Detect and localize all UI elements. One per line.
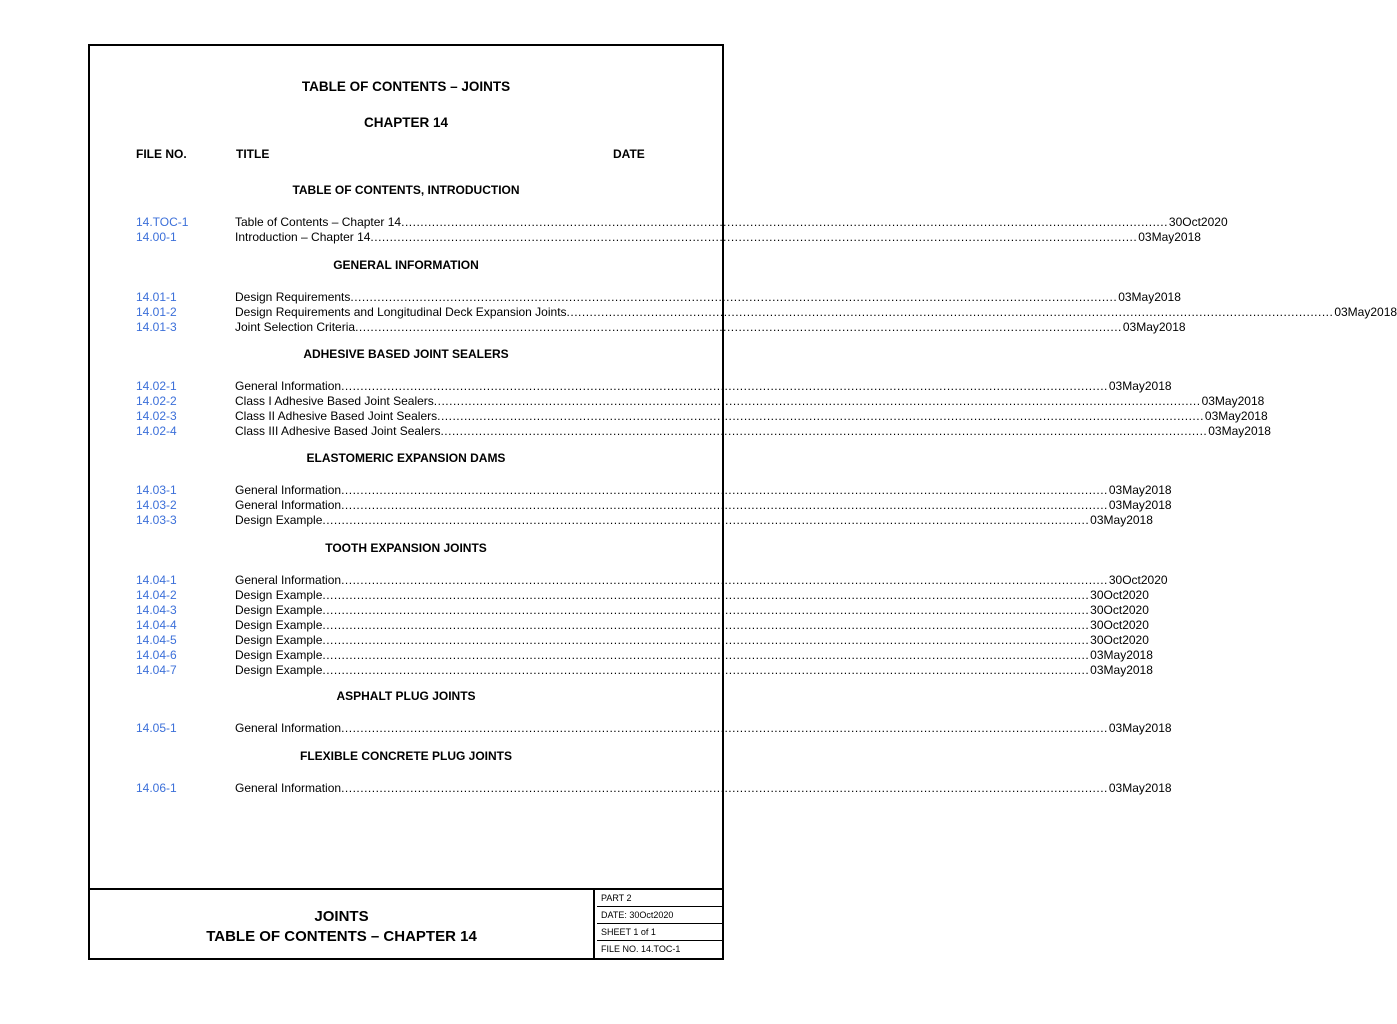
chapter-heading: CHAPTER 14 <box>363 115 449 130</box>
toc-row <box>90 409 1268 424</box>
entry-date: 03May2018 <box>1201 394 1265 408</box>
toc-row <box>90 424 1271 439</box>
toc-row <box>90 483 1172 498</box>
footer-sheet: SHEET 1 of 1 <box>597 924 724 941</box>
dot-leader: ........................................................................................................................................................................................................ <box>341 379 1108 393</box>
entry-date: 03May2018 <box>1090 648 1153 662</box>
section-heading: ASPHALT PLUG JOINTS <box>336 689 476 703</box>
footer-subject: JOINTS <box>314 908 369 925</box>
toc-entry <box>235 230 1201 245</box>
title-block-info <box>597 890 724 960</box>
toc-entry <box>235 305 1397 320</box>
dot-leader: ........................................................................................................................................................................................................ <box>322 648 1090 662</box>
toc-row <box>90 573 1168 588</box>
dot-leader: ........................................................................................................................................................................................................ <box>440 424 1208 438</box>
file-link[interactable]: 14.00-1 <box>136 230 177 244</box>
entry-date: 03May2018 <box>1108 781 1172 795</box>
toc-entry <box>235 633 1149 648</box>
file-link[interactable]: 14.04-4 <box>136 618 177 632</box>
toc-entry <box>235 424 1271 439</box>
toc-entry <box>235 618 1149 633</box>
toc-entry <box>235 215 1228 230</box>
toc-row <box>90 663 1153 678</box>
column-header-date: DATE <box>613 147 645 161</box>
document-title: TABLE OF CONTENTS – JOINTS <box>301 79 511 94</box>
toc-row <box>90 588 1149 603</box>
entry-title: Design Example <box>235 633 323 647</box>
toc-entry <box>235 379 1172 394</box>
entry-date: 03May2018 <box>1334 305 1397 319</box>
file-link[interactable]: 14.TOC-1 <box>136 215 189 229</box>
entry-date: 30Oct2020 <box>1090 618 1149 632</box>
entry-title: General Information <box>235 483 342 497</box>
dot-leader: ........................................................................................................................................................................................................ <box>433 394 1201 408</box>
toc-entry <box>235 663 1153 678</box>
entry-date: 30Oct2020 <box>1090 603 1149 617</box>
entry-date: 03May2018 <box>1204 409 1268 423</box>
entry-date: 03May2018 <box>1108 721 1172 735</box>
dot-leader: ........................................................................................................................................................................................................ <box>401 215 1168 229</box>
dot-leader: ........................................................................................................................................................................................................ <box>322 618 1090 632</box>
toc-row <box>90 603 1149 618</box>
file-link[interactable]: 14.04-1 <box>136 573 177 587</box>
entry-date: 03May2018 <box>1122 320 1186 334</box>
toc-row <box>90 781 1172 796</box>
entry-date: 03May2018 <box>1090 663 1153 677</box>
dot-leader: ........................................................................................................................................................................................................ <box>322 663 1090 677</box>
dot-leader: ........................................................................................................................................................................................................ <box>341 721 1108 735</box>
toc-entry <box>235 483 1172 498</box>
toc-entry <box>235 320 1186 335</box>
file-link[interactable]: 14.01-3 <box>136 320 177 334</box>
file-link[interactable]: 14.04-3 <box>136 603 177 617</box>
file-link[interactable]: 14.06-1 <box>136 781 177 795</box>
footer-part: PART 2 <box>597 890 724 907</box>
toc-row <box>90 648 1153 663</box>
entry-date: 03May2018 <box>1108 379 1172 393</box>
column-header-title: TITLE <box>236 147 270 161</box>
dot-leader: ........................................................................................................................................................................................................ <box>322 603 1090 617</box>
toc-row <box>90 633 1149 648</box>
entry-date: 30Oct2020 <box>1108 573 1168 587</box>
entry-title: General Information <box>235 379 342 393</box>
entry-title: Design Example <box>235 513 323 527</box>
footer-title: TABLE OF CONTENTS – CHAPTER 14 <box>206 928 477 945</box>
entry-title: Design Requirements and Longitudinal Deck Expansion Joints <box>235 305 567 319</box>
file-link[interactable]: 14.02-2 <box>136 394 177 408</box>
entry-title: General Information <box>235 721 342 735</box>
footer-date: DATE: 30Oct2020 <box>597 907 724 924</box>
dot-leader: ........................................................................................................................................................................................................ <box>437 409 1204 423</box>
toc-entry <box>235 513 1153 528</box>
file-link[interactable]: 14.03-1 <box>136 483 177 497</box>
entry-title: Table of Contents – Chapter 14 <box>235 215 402 229</box>
toc-row <box>90 394 1265 409</box>
file-link[interactable]: 14.02-1 <box>136 379 177 393</box>
dot-leader: ........................................................................................................................................................................................................ <box>341 781 1108 795</box>
toc-entry <box>235 573 1168 588</box>
toc-entry <box>235 409 1268 424</box>
entry-date: 30Oct2020 <box>1090 633 1149 647</box>
dot-leader: ........................................................................................................................................................................................................ <box>341 573 1108 587</box>
toc-entry <box>235 781 1172 796</box>
entry-title: Design Example <box>235 588 323 602</box>
title-block <box>90 888 722 958</box>
toc-entry <box>235 603 1149 618</box>
entry-date: 30Oct2020 <box>1090 588 1149 602</box>
entry-title: Design Requirements <box>235 290 351 304</box>
page-frame <box>88 44 1397 960</box>
file-link[interactable]: 14.04-7 <box>136 663 177 677</box>
dot-leader: ........................................................................................................................................................................................................ <box>370 230 1138 244</box>
dot-leader: ........................................................................................................................................................................................................ <box>566 305 1334 319</box>
dot-leader: ........................................................................................................................................................................................................ <box>341 483 1108 497</box>
toc-row <box>90 230 1201 245</box>
dot-leader: ........................................................................................................................................................................................................ <box>341 498 1108 512</box>
entry-title: General Information <box>235 573 342 587</box>
entry-title: General Information <box>235 498 342 512</box>
file-link[interactable]: 14.05-1 <box>136 721 177 735</box>
file-link[interactable]: 14.03-3 <box>136 513 177 527</box>
toc-entry <box>235 648 1153 663</box>
entry-date: 03May2018 <box>1108 483 1172 497</box>
toc-entry <box>235 394 1265 409</box>
entry-date: 30Oct2020 <box>1168 215 1228 229</box>
file-link[interactable]: 14.02-3 <box>136 409 177 423</box>
dot-leader: ........................................................................................................................................................................................................ <box>355 320 1122 334</box>
entry-date: 03May2018 <box>1138 230 1201 244</box>
entry-date: 03May2018 <box>1118 290 1181 304</box>
entry-title: Class I Adhesive Based Joint Sealers <box>235 394 434 408</box>
toc-row <box>90 513 1153 528</box>
file-link[interactable]: 14.01-2 <box>136 305 177 319</box>
entry-title: Joint Selection Criteria <box>235 320 356 334</box>
toc-row <box>90 498 1172 513</box>
column-header-file: FILE NO. <box>136 147 187 161</box>
dot-leader: ........................................................................................................................................................................................................ <box>322 633 1090 647</box>
section-heading: TOOTH EXPANSION JOINTS <box>325 541 487 555</box>
entry-title: Design Example <box>235 603 323 617</box>
toc-entry <box>235 498 1172 513</box>
toc-entry <box>235 721 1172 736</box>
toc-entry <box>235 588 1149 603</box>
toc-row <box>90 618 1149 633</box>
toc-entry <box>235 290 1181 305</box>
entry-title: General Information <box>235 781 342 795</box>
file-link[interactable]: 14.04-5 <box>136 633 177 647</box>
dot-leader: ........................................................................................................................................................................................................ <box>322 513 1090 527</box>
file-link[interactable]: 14.02-4 <box>136 424 177 438</box>
entry-title: Class III Adhesive Based Joint Sealers <box>235 424 441 438</box>
toc-row <box>90 305 1397 320</box>
file-link[interactable]: 14.03-2 <box>136 498 177 512</box>
footer-file-no: FILE NO. 14.TOC-1 <box>601 944 681 954</box>
dot-leader: ........................................................................................................................................................................................................ <box>350 290 1118 304</box>
toc-row <box>90 215 1228 230</box>
section-heading: GENERAL INFORMATION <box>333 258 479 272</box>
entry-date: 03May2018 <box>1090 513 1153 527</box>
section-heading: TABLE OF CONTENTS, INTRODUCTION <box>292 183 520 197</box>
entry-date: 03May2018 <box>1208 424 1271 438</box>
toc-row <box>90 721 1172 736</box>
entry-title: Design Example <box>235 618 323 632</box>
section-heading: FLEXIBLE CONCRETE PLUG JOINTS <box>299 749 512 763</box>
toc-row <box>90 379 1172 394</box>
title-block-main <box>90 890 595 960</box>
toc-row <box>90 320 1186 335</box>
entry-title: Class II Adhesive Based Joint Sealers <box>235 409 438 423</box>
toc-row <box>90 290 1181 305</box>
file-link[interactable]: 14.04-6 <box>136 648 177 662</box>
dot-leader: ........................................................................................................................................................................................................ <box>322 588 1090 602</box>
entry-title: Design Example <box>235 663 323 677</box>
file-link[interactable]: 14.04-2 <box>136 588 177 602</box>
entry-title: Design Example <box>235 648 323 662</box>
entry-date: 03May2018 <box>1108 498 1172 512</box>
section-heading: ADHESIVE BASED JOINT SEALERS <box>303 347 509 361</box>
section-heading: ELASTOMERIC EXPANSION DAMS <box>306 451 506 465</box>
entry-title: Introduction – Chapter 14 <box>235 230 371 244</box>
file-link[interactable]: 14.01-1 <box>136 290 177 304</box>
